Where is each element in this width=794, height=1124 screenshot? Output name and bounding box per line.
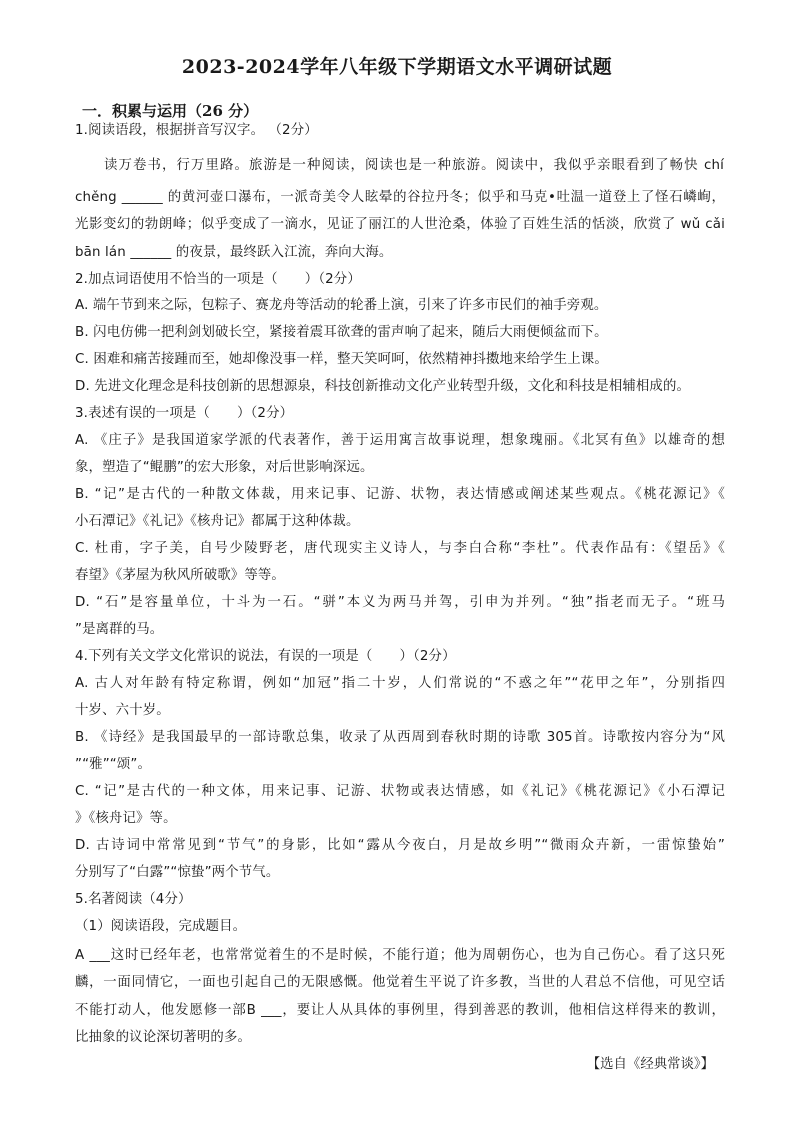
q3-option-line: 小石潭记》《礼记》《核舟记》都属于这种体裁。 bbox=[75, 514, 360, 529]
q2-stem: 2.加点词语使用不恰当的一项是（ ）（2分） bbox=[75, 272, 361, 287]
q3-option-line: D. “石”是容量单位，十斗为一石。“骈”本义为两马并驾，引申为并列。“独”指老而无子。“班马 bbox=[75, 595, 725, 610]
q4-option-line: D. 古诗词中常常见到“节气”的身影，比如“露从今夜白，月是故乡明”“微雨众卉新，一雷惊蛰始” bbox=[75, 838, 725, 853]
q2-option-d: D. 先进文化理念是科技创新的思想源泉，科技创新推动文化产业转型升级，文化和科技是相辅相成的。 bbox=[75, 379, 691, 394]
q1-passage-line: 读万卷书，行万里路。旅游是一种阅读，阅读也是一种旅游。阅读中，我似乎亲眼看到了畅快 chí bbox=[104, 158, 724, 173]
q1-passage-line: chěng ______ 的黄河壶口瀑布，一派奇美令人眩晕的谷拉丹冬；似乎和马克•吐温一道登上了怪石嶙峋， bbox=[75, 190, 725, 205]
q2-option-c: C. 困难和痛苦接踵而至，她却像没事一样，整天笑呵呵，依然精神抖擞地来给学生上课。 bbox=[75, 352, 608, 367]
q1-stem: 1.阅读语段，根据拼音写汉字。 （2分） bbox=[75, 123, 318, 138]
q5-source-note: 【选自《经典常谈》】 bbox=[586, 1057, 714, 1072]
q3-option-line: B. “记”是古代的一种散文体裁，用来记事、记游、状物，表达情感或阐述某些观点。《桃花源记》《 bbox=[75, 487, 725, 502]
q4-option-line: 》《核舟记》等。 bbox=[75, 811, 177, 826]
q4-option-line: C. “记”是古代的一种文体，用来记事、记游、状物或表达情感，如《礼记》《桃花源记》《小石潭记 bbox=[75, 784, 725, 799]
q3-option-line: A. 《庄子》是我国道家学派的代表著作，善于运用寓言故事说理，想象瑰丽。《北冥有鱼》以雄奇的想 bbox=[75, 433, 725, 448]
q4-option-line: A. 古人对年龄有特定称谓，例如“加冠”指二十岁，人们常说的“不惑之年”“花甲之年”，分别指四 bbox=[75, 676, 725, 691]
q3-option-line: 春望》《茅屋为秋风所破歌》等等。 bbox=[75, 568, 285, 583]
q4-stem: 4.下列有关文学文化常识的说法，有误的一项是（ ）（2分） bbox=[75, 649, 456, 664]
q5-stem: 5.名著阅读（4分） bbox=[75, 892, 192, 907]
q5-passage-line: 比抽象的议论深切著明的多。 bbox=[75, 1030, 252, 1045]
q1-passage-line: 光影变幻的勃朗峰；似乎变成了一滴水，见证了丽江的人世沧桑，体验了百姓生活的恬淡，欣赏了 wǔ cǎi bbox=[75, 217, 725, 232]
page-title: 2023-2024学年八年级下学期语文水平调研试题 bbox=[181, 56, 613, 78]
section-heading: 一．积累与运用（26 分） bbox=[82, 102, 259, 120]
q3-option-line: ”是离群的马。 bbox=[75, 622, 164, 637]
q4-option-line: 十岁、六十岁。 bbox=[75, 703, 170, 718]
q3-option-line: C. 杜甫，字子美，自号少陵野老，唐代现实主义诗人，与李白合称“李杜”。代表作品有：《望岳》《 bbox=[75, 541, 725, 556]
q5-passage-line: 不能打动人，他发愿修一部B ___，要让人从具体的事例里，得到善恶的教训，他相信这样得来的教训， bbox=[75, 1003, 725, 1018]
q3-stem: 3.表述有误的一项是（ ）（2分） bbox=[75, 406, 294, 421]
q2-option-b: B. 闪电仿佛一把利剑划破长空，紧接着震耳欲聋的雷声响了起来，随后大雨便倾盆而下。 bbox=[75, 325, 608, 340]
q4-option-line: ”“雅”“颂”。 bbox=[75, 757, 152, 772]
q5-sub-question: （1）阅读语段，完成题目。 bbox=[75, 919, 247, 934]
q1-passage-line: bān lán ______ 的夜景，最终跃入江流，奔向大海。 bbox=[75, 245, 393, 260]
q2-option-a: A. 端午节到来之际，包粽子、赛龙舟等活动的轮番上演，引来了许多市民们的袖手旁观。 bbox=[75, 298, 608, 313]
q5-passage-line: 麟，一面同情它，一面也引起自己的无限感慨。他觉着生平说了许多教，当世的人君总不信他，可见空话 bbox=[75, 975, 725, 990]
q3-option-line: 象，塑造了“鲲鹏”的宏大形象，对后世影响深远。 bbox=[75, 460, 374, 475]
q5-passage-line: A ___这时已经年老，也常常觉着生的不是时候，不能行道；他为周朝伤心，也为自己伤心。看了这只死 bbox=[75, 948, 725, 963]
q4-option-line: B. 《诗经》是我国最早的一部诗歌总集，收录了从西周到春秋时期的诗歌 305首。诗歌按内容分为“风 bbox=[75, 730, 725, 745]
q4-option-line: 分别写了“白露”“惊蛰”两个节气。 bbox=[75, 865, 280, 880]
